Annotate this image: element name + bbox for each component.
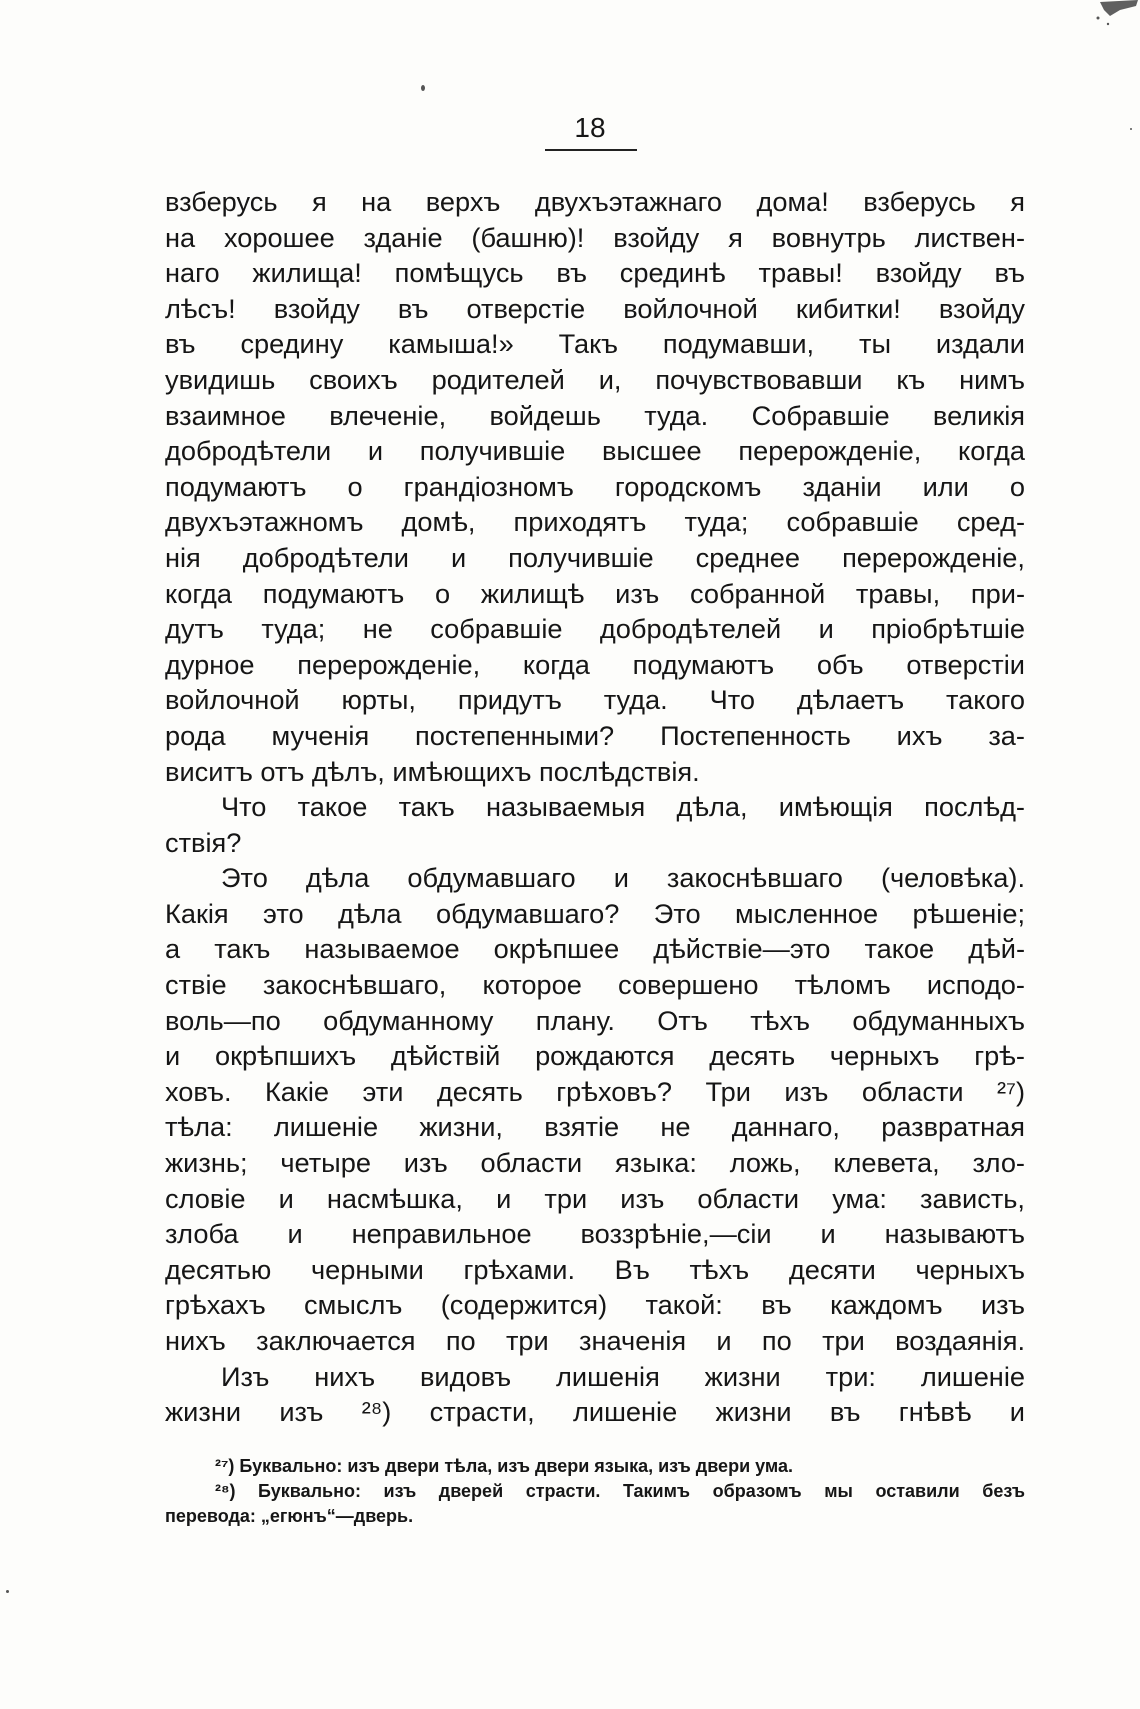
text-line: жизнь; четыре изъ области языка: ложь, клевета, зло- — [165, 1147, 1025, 1179]
text-line: въ средину камыша!» Такъ подумавши, ты издали — [165, 328, 1025, 360]
text-line: взберусь я на верхъ двухъэтажнаго дома! взберусь я — [165, 186, 1025, 217]
text-line: нія добродѣтели и получившіе среднее перерожденіе, — [165, 541, 1025, 573]
text-line: тѣла: лишеніе жизни, взятіе не даннаго, развратная — [165, 1111, 1025, 1143]
text-line: злоба и неправильное воззрѣніе,—сіи и называютъ — [165, 1218, 1025, 1250]
text-line: войлочной юрты, придутъ туда. Что дѣлаетъ такого — [165, 684, 1025, 716]
text-line: воль—по обдуманному плану. Отъ тѣхъ обдуманныхъ — [165, 1004, 1025, 1036]
scan-speck — [421, 85, 425, 91]
text-line: словіе и насмѣшка, и три изъ области ума: зависть, — [165, 1182, 1025, 1214]
text-line: ховъ. Какіе эти десять грѣховъ? Три изъ области ²⁷) — [165, 1075, 1025, 1107]
text-line: Изъ нихъ видовъ лишенія жизни три: лишеніе — [221, 1360, 1025, 1392]
text-line: когда подумаютъ о жилищѣ изъ собранной травы, при- — [165, 577, 1025, 609]
footnotes — [165, 1454, 1025, 1529]
page-number-underline — [545, 149, 637, 151]
text-line: и окрѣпшихъ дѣйствій рождаются десять черныхъ грѣ- — [165, 1040, 1025, 1072]
text-line: увидишь своихъ родителей и, почувствовавши къ нимъ — [165, 363, 1025, 395]
text-line: нихъ заключается по три значенія и по три воздаянія. — [165, 1325, 1025, 1356]
page-number: 18 — [574, 112, 606, 143]
footnote-27: ²⁷) Буквально: изъ двери тѣла, изъ двери языка, изъ двери ума. — [215, 1456, 793, 1476]
text-line: а такъ называемое окрѣпшее дѣйствіе—это такое дѣй- — [165, 933, 1025, 965]
scan-speck — [1130, 128, 1132, 130]
text-line: на хорошее зданіе (башню)! взойду я вовнутрь листвен- — [165, 221, 1025, 253]
text-line: двухъэтажномъ домѣ, приходятъ туда; собравшіе сред- — [165, 506, 1025, 538]
text-line: виситъ отъ дѣлъ, имѣющихъ послѣдствія. — [165, 755, 700, 787]
text-line: дутъ туда; не собравшіе добродѣтелей и пріобрѣтшіе — [165, 613, 1025, 645]
text-line: Какія это дѣла обдумавшаго? Это мысленное рѣшеніе; — [165, 897, 1025, 929]
text-line: дурное перерожденіе, когда подумаютъ объ отверстіи — [165, 648, 1025, 680]
text-line: ствія? — [165, 826, 242, 858]
text-line: лѣсъ! взойду въ отверстіе войлочной кибитки! взойду — [165, 292, 1025, 324]
scan-speck — [6, 1590, 9, 1593]
footnote-28: ²⁸) Буквально: изъ дверей страсти. Такимъ образомъ мы оставили безъ — [215, 1481, 1025, 1501]
text-line: жизни изъ ²⁸) страсти, лишеніе жизни въ гнѣвѣ и — [165, 1396, 1025, 1428]
text-line: Это дѣла обдумавшаго и закоснѣвшаго (человѣка). — [221, 862, 1025, 894]
text-line: грѣхахъ смыслъ (содержится) такой: въ каждомъ изъ — [165, 1289, 1025, 1321]
text-line: взаимное влеченіе, войдешь туда. Собравшіе великія — [165, 399, 1025, 431]
body-text — [165, 184, 1025, 1430]
text-line: рода мученія постепенными? Постепенность ихъ за- — [165, 719, 1025, 751]
text-line: подумаютъ о грандіозномъ городскомъ зданіи или о — [165, 470, 1025, 502]
text-line: ствіе закоснѣвшаго, которое совершено тѣломъ исподо- — [165, 969, 1025, 1001]
text-line: Что такое такъ называемыя дѣла, имѣющія послѣд- — [221, 791, 1025, 823]
text-line: добродѣтели и получившіе высшее перерожденіе, когда — [165, 435, 1025, 467]
text-line: десятью черными грѣхами. Въ тѣхъ десяти черныхъ — [165, 1253, 1025, 1285]
text-line: наго жилища! помѣщусь въ срединѣ травы! взойду въ — [165, 257, 1025, 289]
footnote-28-continuation: перевода: „егюнъ“—дверь. — [165, 1506, 414, 1526]
scan-corner-mark — [1080, 0, 1140, 30]
